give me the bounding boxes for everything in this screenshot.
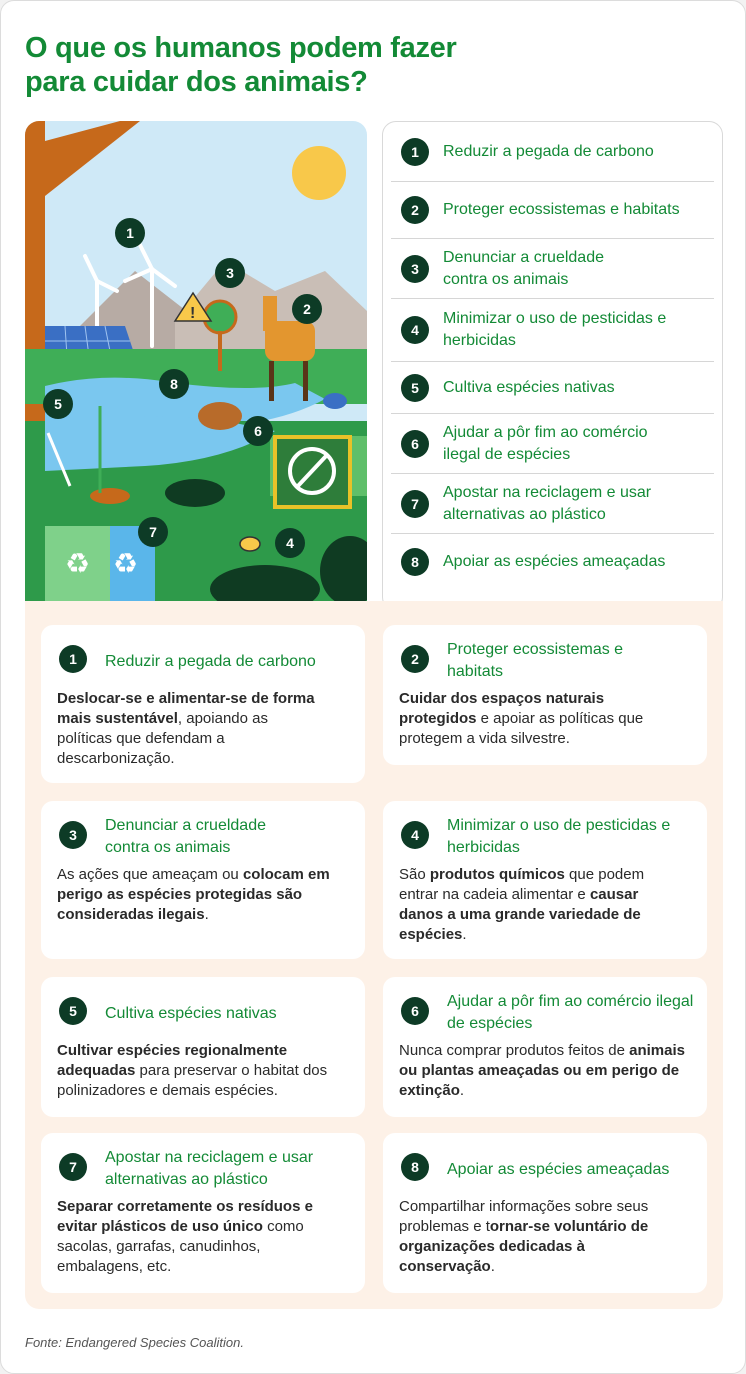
number-badge: 5 [59, 997, 87, 1025]
number-badge: 1 [401, 138, 429, 166]
illustration-marker-3 [215, 258, 245, 288]
card-title: Apoiar as espécies ameaçadas [447, 1161, 670, 1178]
svg-text:3: 3 [226, 265, 234, 281]
card-body-bold-text: Cuidar dos espaços naturais protegidos [399, 690, 605, 727]
svg-text:5: 5 [54, 396, 62, 412]
list-item [391, 182, 714, 239]
list-item [391, 414, 714, 474]
number-badge: 4 [401, 316, 429, 344]
card-body [399, 865, 669, 945]
svg-text:8: 8 [170, 376, 178, 392]
details-panel [25, 601, 723, 1309]
list-item-label: Reduzir a pegada de carbono [443, 142, 654, 160]
card-title: Reduzir a pegada de carbono [105, 653, 316, 670]
sun-icon [292, 146, 346, 200]
card-title: Ajudar a pôr fim ao comércio ilegal de espécies [447, 993, 694, 1032]
card-body-text: que podem entrar na cadeia alimentar e [399, 866, 645, 903]
card-body-text: . [462, 926, 467, 943]
number-badge: 6 [401, 997, 429, 1025]
illustration-svg [25, 121, 367, 601]
list-item [391, 239, 714, 299]
card-body-bold-text: produtos químicos [429, 866, 565, 883]
illustration-marker-8 [159, 369, 189, 399]
card-body [399, 1197, 669, 1277]
card-body-bold-text: animais ou plantas ameaçadas ou em perigo de extinção [399, 1042, 685, 1099]
card-body-text: São [399, 866, 430, 883]
card-body-bold-text: causar danos a uma grande variedade de espécies [399, 886, 641, 943]
svg-text:2: 2 [303, 301, 311, 317]
number-badge: 4 [401, 821, 429, 849]
title-line2-pre: para [25, 66, 93, 98]
beaver-icon [198, 402, 242, 430]
title-line2-bold: cuidar dos animais [92, 66, 351, 98]
source-note: Fonte: Endangered Species Coalition. [25, 1335, 244, 1350]
bird-icon [323, 393, 347, 409]
svg-text:4: 4 [286, 535, 294, 551]
detail-card-3 [41, 801, 365, 959]
card-body-text: . [459, 1082, 465, 1099]
list-item-label: Ajudar a pôr fim ao comércio ilegal de espécies [443, 423, 648, 463]
card-title: Minimizar o uso de pesticidas e herbicidas [447, 817, 671, 856]
card-body-bold-text: ornar-se voluntário de organizações dedicadas à conservação [399, 1218, 649, 1275]
list-item [391, 534, 714, 590]
card-body-bold-text: colocam em perigo as espécies protegidas são consideradas ilegais [57, 866, 330, 923]
svg-text:♻: ♻ [113, 547, 139, 580]
title-line2-post: ? [350, 66, 368, 98]
card-body-text: . [490, 1258, 495, 1275]
actions-list [382, 121, 723, 611]
card-body-text: Nunca comprar produtos feitos de [399, 1042, 630, 1059]
number-badge: 3 [59, 821, 87, 849]
svg-text:7: 7 [149, 524, 157, 540]
detail-card-1 [41, 625, 365, 783]
card-body [399, 1041, 694, 1101]
nature-illustration [25, 121, 367, 601]
card-body-text: para preservar o habitat dos polinizadores e demais espécies. [57, 1062, 328, 1099]
card-body-bold-text: Deslocar-se e alimentar-se de forma mais sustentável [57, 690, 315, 727]
card-body-text: , apoiando as políticas que defendam a descarbonização. [57, 710, 268, 767]
card-body [57, 1041, 347, 1101]
detail-card-4 [383, 801, 707, 959]
number-badge: 8 [401, 548, 429, 576]
list-item-label: Minimizar o uso de pesticidas e herbicidas [443, 310, 667, 349]
card-title: Apostar na reciclagem e usar alternativas ao plástico [105, 1149, 314, 1188]
card-body-text: e apoiar as políticas que protegem a vida silvestre. [399, 710, 644, 747]
list-item-label: Proteger ecossistemas e habitats [443, 201, 680, 218]
card-title: Cultiva espécies nativas [105, 1005, 277, 1022]
list-item [391, 474, 714, 534]
list-item-label: Apostar na reciclagem e usar alternativas ao plástico [443, 483, 652, 523]
number-badge: 3 [401, 255, 429, 283]
bee-icon [240, 537, 260, 551]
card-body-bold-text: Separar corretamente os resíduos e evitar plásticos de uso único [57, 1198, 313, 1235]
list-item [391, 362, 714, 414]
list-item [391, 299, 714, 362]
svg-text:1: 1 [126, 225, 134, 241]
list-item-label: Cultiva espécies nativas [443, 378, 615, 396]
card-body [57, 1197, 347, 1277]
number-badge: 6 [401, 430, 429, 458]
number-badge: 1 [59, 645, 87, 673]
illustration-marker-1 [115, 218, 145, 248]
svg-text:6: 6 [254, 423, 262, 439]
card-body-text: . [204, 906, 209, 923]
card-body [57, 865, 342, 925]
card-body-text: As ações que ameaçam ou [57, 866, 243, 883]
card-body-text: Compartilhar informações sobre seus problemas e t [399, 1198, 649, 1235]
detail-card-7 [41, 1133, 365, 1293]
svg-text:!: ! [190, 305, 196, 322]
card-title: Proteger ecossistemas e habitats [447, 641, 624, 680]
list-item [391, 122, 714, 182]
page-title [25, 31, 625, 99]
illustration-marker-5 [43, 389, 73, 419]
card-body-bold-text: Cultivar espécies regionalmente adequadas [57, 1042, 288, 1079]
number-badge: 2 [401, 645, 429, 673]
detail-card-5 [41, 977, 365, 1117]
svg-text:♻: ♻ [65, 547, 91, 580]
illustration-marker-4 [275, 528, 305, 558]
illustration-marker-6 [243, 416, 273, 446]
detail-card-2 [383, 625, 707, 765]
card-body-text: como sacolas, garrafas, canudinhos, embalagens, etc. [57, 1218, 304, 1275]
detail-card-8 [383, 1133, 707, 1293]
card-body [57, 689, 327, 769]
card-body [399, 689, 649, 749]
illustration-marker-2 [292, 294, 322, 324]
number-badge: 5 [401, 374, 429, 402]
number-badge: 7 [59, 1153, 87, 1181]
title-line1: O que os humanos podem fazer [25, 32, 457, 64]
card-title: Denunciar a crueldade contra os animais [105, 817, 266, 856]
detail-card-6 [383, 977, 707, 1117]
list-item-label: Denunciar a crueldade contra os animais [443, 248, 604, 288]
illustration-marker-7 [138, 517, 168, 547]
number-badge: 2 [401, 196, 429, 224]
list-item-label: Apoiar as espécies ameaçadas [443, 553, 666, 570]
number-badge: 7 [401, 490, 429, 518]
number-badge: 8 [401, 1153, 429, 1181]
